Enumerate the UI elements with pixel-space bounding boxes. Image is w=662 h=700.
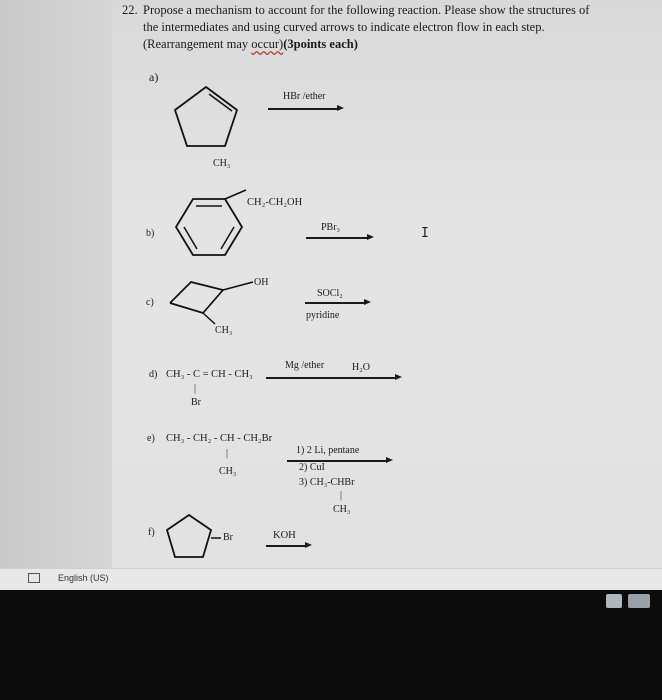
part-a-label: a) [149,70,159,84]
benzene-ring-structure [170,196,250,260]
part-d-formula: CH₃ - C = CH - CH₃ [166,369,253,380]
view-mode-icon[interactable] [606,594,622,608]
page-shadow [0,0,112,568]
settings-tray-icon[interactable] [628,594,650,608]
part-a-reagent: HBr /ether [283,91,326,102]
part-a-substituent: CH₃ [213,158,231,169]
part-d-arrow [266,377,396,379]
part-e-formula: CH₃ - CH₂ - CH - CH₂Br [166,433,273,444]
question-line-1: Propose a mechanism to account for the following reaction. Please show the structures of [143,3,590,17]
part-b-label: b) [146,228,155,239]
question-line-3: (Rearrangement may occur)(3points each) [143,37,358,51]
part-b-substituent: CH₂-CH₂OH [247,197,303,208]
part-e-step-3-branch: CH₃ [333,504,351,515]
keyboard-icon[interactable] [28,573,40,583]
part-b-reagent: PBr₃ [321,222,341,233]
part-e-branch: CH₃ [219,466,237,477]
part-c-reagent-bottom: pyridine [306,310,340,321]
cyclopentene-structure [168,84,248,156]
part-d-reagent-1: Mg /ether [285,360,325,371]
part-e-bond: | [226,448,229,459]
part-f-label: f) [148,527,155,538]
text-cursor-icon: I [421,226,429,241]
question-number: 22. [122,3,138,17]
question-line-2: the intermediates and using curved arrows to indicate electron flow in each step. [143,20,545,34]
part-d-br: Br [191,397,201,408]
dark-background [0,590,662,700]
part-e-step-2: 2) CuI [299,462,325,473]
part-b-arrow [306,237,368,239]
methylcyclopropanol-structure [165,272,265,332]
part-e-label: e) [147,433,155,444]
part-c-reagent-top: SOCl₂ [317,288,343,299]
part-c-oh: OH [254,277,269,288]
part-d-bond: | [194,383,197,394]
part-f-br: Br [223,532,233,543]
part-e-step-3: 3) CH₃-CHBr [299,477,355,488]
part-f-arrow [266,545,306,547]
language-indicator[interactable]: English (US) [58,573,109,583]
part-e-step-3-bond: | [340,490,343,501]
part-d-reagent-2: H₂O [352,362,370,373]
part-f-reagent: KOH [273,530,296,541]
part-c-label: c) [146,297,154,308]
part-e-step-1: 1) 2 Li, pentane [296,445,360,456]
part-c-arrow [305,302,365,304]
part-c-substituent: CH₃ [215,325,233,336]
part-d-label: d) [149,369,158,380]
part-a-arrow [268,108,338,110]
